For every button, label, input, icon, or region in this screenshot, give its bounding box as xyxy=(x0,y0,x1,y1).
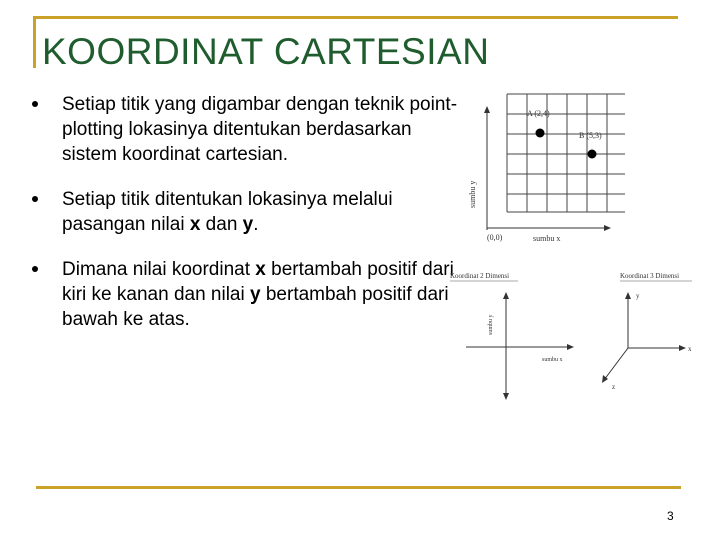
z-axis-line xyxy=(604,348,628,380)
bullet-bold-x: x xyxy=(255,259,266,280)
coordinate-3d-title: Koordinat 3 Dimensi xyxy=(620,272,680,280)
bullet-text: Dimana nilai koordinat xyxy=(62,259,256,280)
bullet-item xyxy=(30,257,460,332)
page-number: 3 xyxy=(667,509,674,523)
bullet-text: bertambah positif dari bawah ke atas. xyxy=(62,284,449,330)
coordinate-2d-title: Koordinat 2 Dimensi xyxy=(450,272,510,280)
slide-title: KOORDINAT CARTESIAN xyxy=(42,31,490,72)
bullet-text: bertambah positif dari kiri ke kanan dan nilai xyxy=(62,259,454,305)
bullet-list xyxy=(30,92,460,352)
x-label: x xyxy=(688,345,692,353)
point-b-label: B (5,3) xyxy=(579,131,602,140)
bullet-item xyxy=(30,187,460,237)
y-axis-label: sumbu y xyxy=(488,314,494,335)
bullet-text: dan xyxy=(200,214,243,235)
grid-point-figure xyxy=(455,88,625,248)
coordinate-2d-figure xyxy=(448,268,528,400)
point-b xyxy=(588,150,597,159)
y-label: y xyxy=(636,292,640,300)
y-axis-label: sumbu y xyxy=(468,180,477,208)
coordinate-3d-figure xyxy=(592,268,700,398)
z-label: z xyxy=(612,383,616,391)
bullet-dot-icon xyxy=(32,101,38,107)
x-axis-label: sumbu x xyxy=(542,357,563,363)
x-arrow-head-icon xyxy=(604,225,611,231)
bullet-dot-icon xyxy=(32,196,38,202)
x-axis-label: sumbu x xyxy=(533,234,561,243)
bullet-bold-y: y xyxy=(250,284,261,305)
bottom-rule xyxy=(36,486,681,489)
point-a xyxy=(536,129,545,138)
left-rule xyxy=(33,16,36,68)
origin-label: (0,0) xyxy=(487,233,503,242)
y-arrow-head-icon xyxy=(484,106,490,113)
bullet-dot-icon xyxy=(32,266,38,272)
y-arrow-head-icon xyxy=(503,292,509,299)
grid-lines xyxy=(507,94,625,212)
top-rule xyxy=(33,16,678,19)
bullet-bold-y: y xyxy=(242,214,254,235)
bullet-bold-x: x xyxy=(189,214,201,235)
bullet-text: . xyxy=(253,214,259,235)
x-arrow-head-icon xyxy=(567,344,574,350)
bullet-text: Setiap titik ditentukan lokasinya melalui pasangan nilai xyxy=(62,189,393,235)
bullet-item xyxy=(30,92,460,167)
y-arrow-tail-icon xyxy=(503,393,509,400)
coordinate-2d-x-extension xyxy=(526,341,576,371)
bullet-text: Setiap titik yang digambar dengan teknik point-plotting lokasinya ditentukan berdasarkan sistem koordinat cartesian. xyxy=(62,94,458,165)
x-arrow-head-icon xyxy=(679,345,686,351)
point-a-label: A (2,4) xyxy=(527,109,550,118)
y-arrow-head-icon xyxy=(625,292,631,299)
